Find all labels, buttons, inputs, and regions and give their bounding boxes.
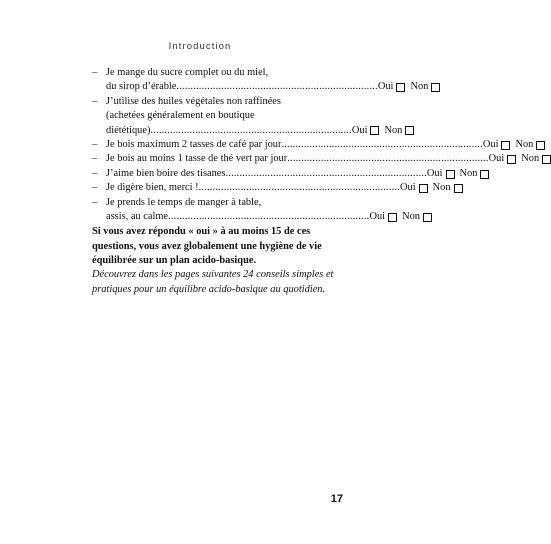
answer-no-label: Non (432, 182, 451, 194)
answer-yes-label: Oui (369, 211, 386, 223)
question-text: assis, au calme (106, 211, 169, 223)
checkbox-yes[interactable] (446, 170, 455, 179)
dot-leader: ........................................................................ (168, 211, 370, 223)
checkbox-yes[interactable] (419, 184, 428, 193)
question-text: Je bois au moins 1 tasse de thé vert par jour (106, 153, 288, 165)
answer-no-label: Non (402, 211, 420, 223)
checkbox-no[interactable] (431, 83, 440, 92)
answer-yes-label: Oui (377, 81, 394, 93)
list-item (92, 167, 478, 181)
answer-no-label: Non (410, 81, 429, 93)
list-dash: – (92, 67, 98, 78)
page-number: 17 (330, 493, 343, 505)
checkbox-yes[interactable] (507, 155, 516, 164)
list-dash: – (92, 167, 98, 179)
dot-leader: ........................................................................ (176, 81, 378, 93)
checkbox-yes[interactable] (396, 83, 405, 92)
checkbox-yes[interactable] (501, 141, 510, 150)
checkbox-no[interactable] (405, 126, 414, 135)
dot-leader: ........................................................................ (287, 153, 489, 165)
checkbox-no[interactable] (542, 155, 551, 164)
answer-yes-label: Oui (482, 139, 499, 151)
checkbox-no[interactable] (480, 170, 489, 179)
answer-yes-label: Oui (351, 124, 368, 136)
question-text: Je bois maximum 2 tasses de café par jour (106, 139, 282, 151)
checkbox-no[interactable] (454, 184, 463, 193)
dot-leader: ........................................................................ (198, 182, 401, 194)
questionnaire-list (92, 66, 540, 224)
answer-yes-label: Oui (400, 182, 416, 194)
checkbox-yes[interactable] (388, 213, 397, 222)
list-dash: – (92, 95, 98, 107)
answer-no-label: Non (459, 167, 478, 179)
list-dash: – (92, 153, 98, 165)
summary-paragraph: Si vous avez répondu « oui » à au moins 15 de ces questions, vous avez globalement une hygiène de vie équilibrée sur un plan acido-basique. (92, 226, 322, 267)
question-text: du sirop d’érable (106, 81, 177, 93)
checkbox-yes[interactable] (370, 126, 379, 135)
dot-leader: ........................................................................ (281, 139, 483, 151)
dot-leader: ........................................................................ (150, 124, 352, 136)
answer-no-label: Non (384, 124, 403, 136)
list-item (92, 95, 403, 138)
list-dash: – (92, 139, 98, 151)
list-item (92, 181, 451, 195)
answer-yes-label: Oui (488, 153, 505, 165)
list-dash: – (92, 182, 98, 194)
checkbox-no[interactable] (536, 141, 545, 150)
checkbox-no[interactable] (423, 213, 432, 222)
question-text: Je digère bien, merci ! (106, 182, 199, 194)
question-text: (achetées généralement en boutique (106, 110, 255, 122)
intro-note: Découvrez dans les pages suivantes 24 conseils simples et pratiques pour un équilibre acido-basique au quotidien. (92, 269, 334, 295)
list-item (92, 138, 534, 152)
answer-yes-label: Oui (426, 167, 443, 179)
running-header: Introduction (168, 41, 232, 52)
list-dash: – (92, 196, 98, 208)
question-text: Je mange du sucre complet ou du miel, (106, 67, 269, 78)
question-text: diététique) (106, 124, 151, 136)
list-item (92, 152, 540, 166)
question-text: Je prends le temps de manger à table, (106, 196, 262, 208)
question-text: J’aime bien boire des tisanes (106, 167, 226, 179)
list-item (92, 196, 420, 225)
question-text: J’utilise des huiles végétales non raffinées (106, 95, 281, 107)
dot-leader: ........................................................................ (225, 167, 427, 179)
answer-no-label: Non (515, 139, 534, 151)
list-item (92, 66, 429, 95)
answer-no-label: Non (521, 153, 540, 165)
